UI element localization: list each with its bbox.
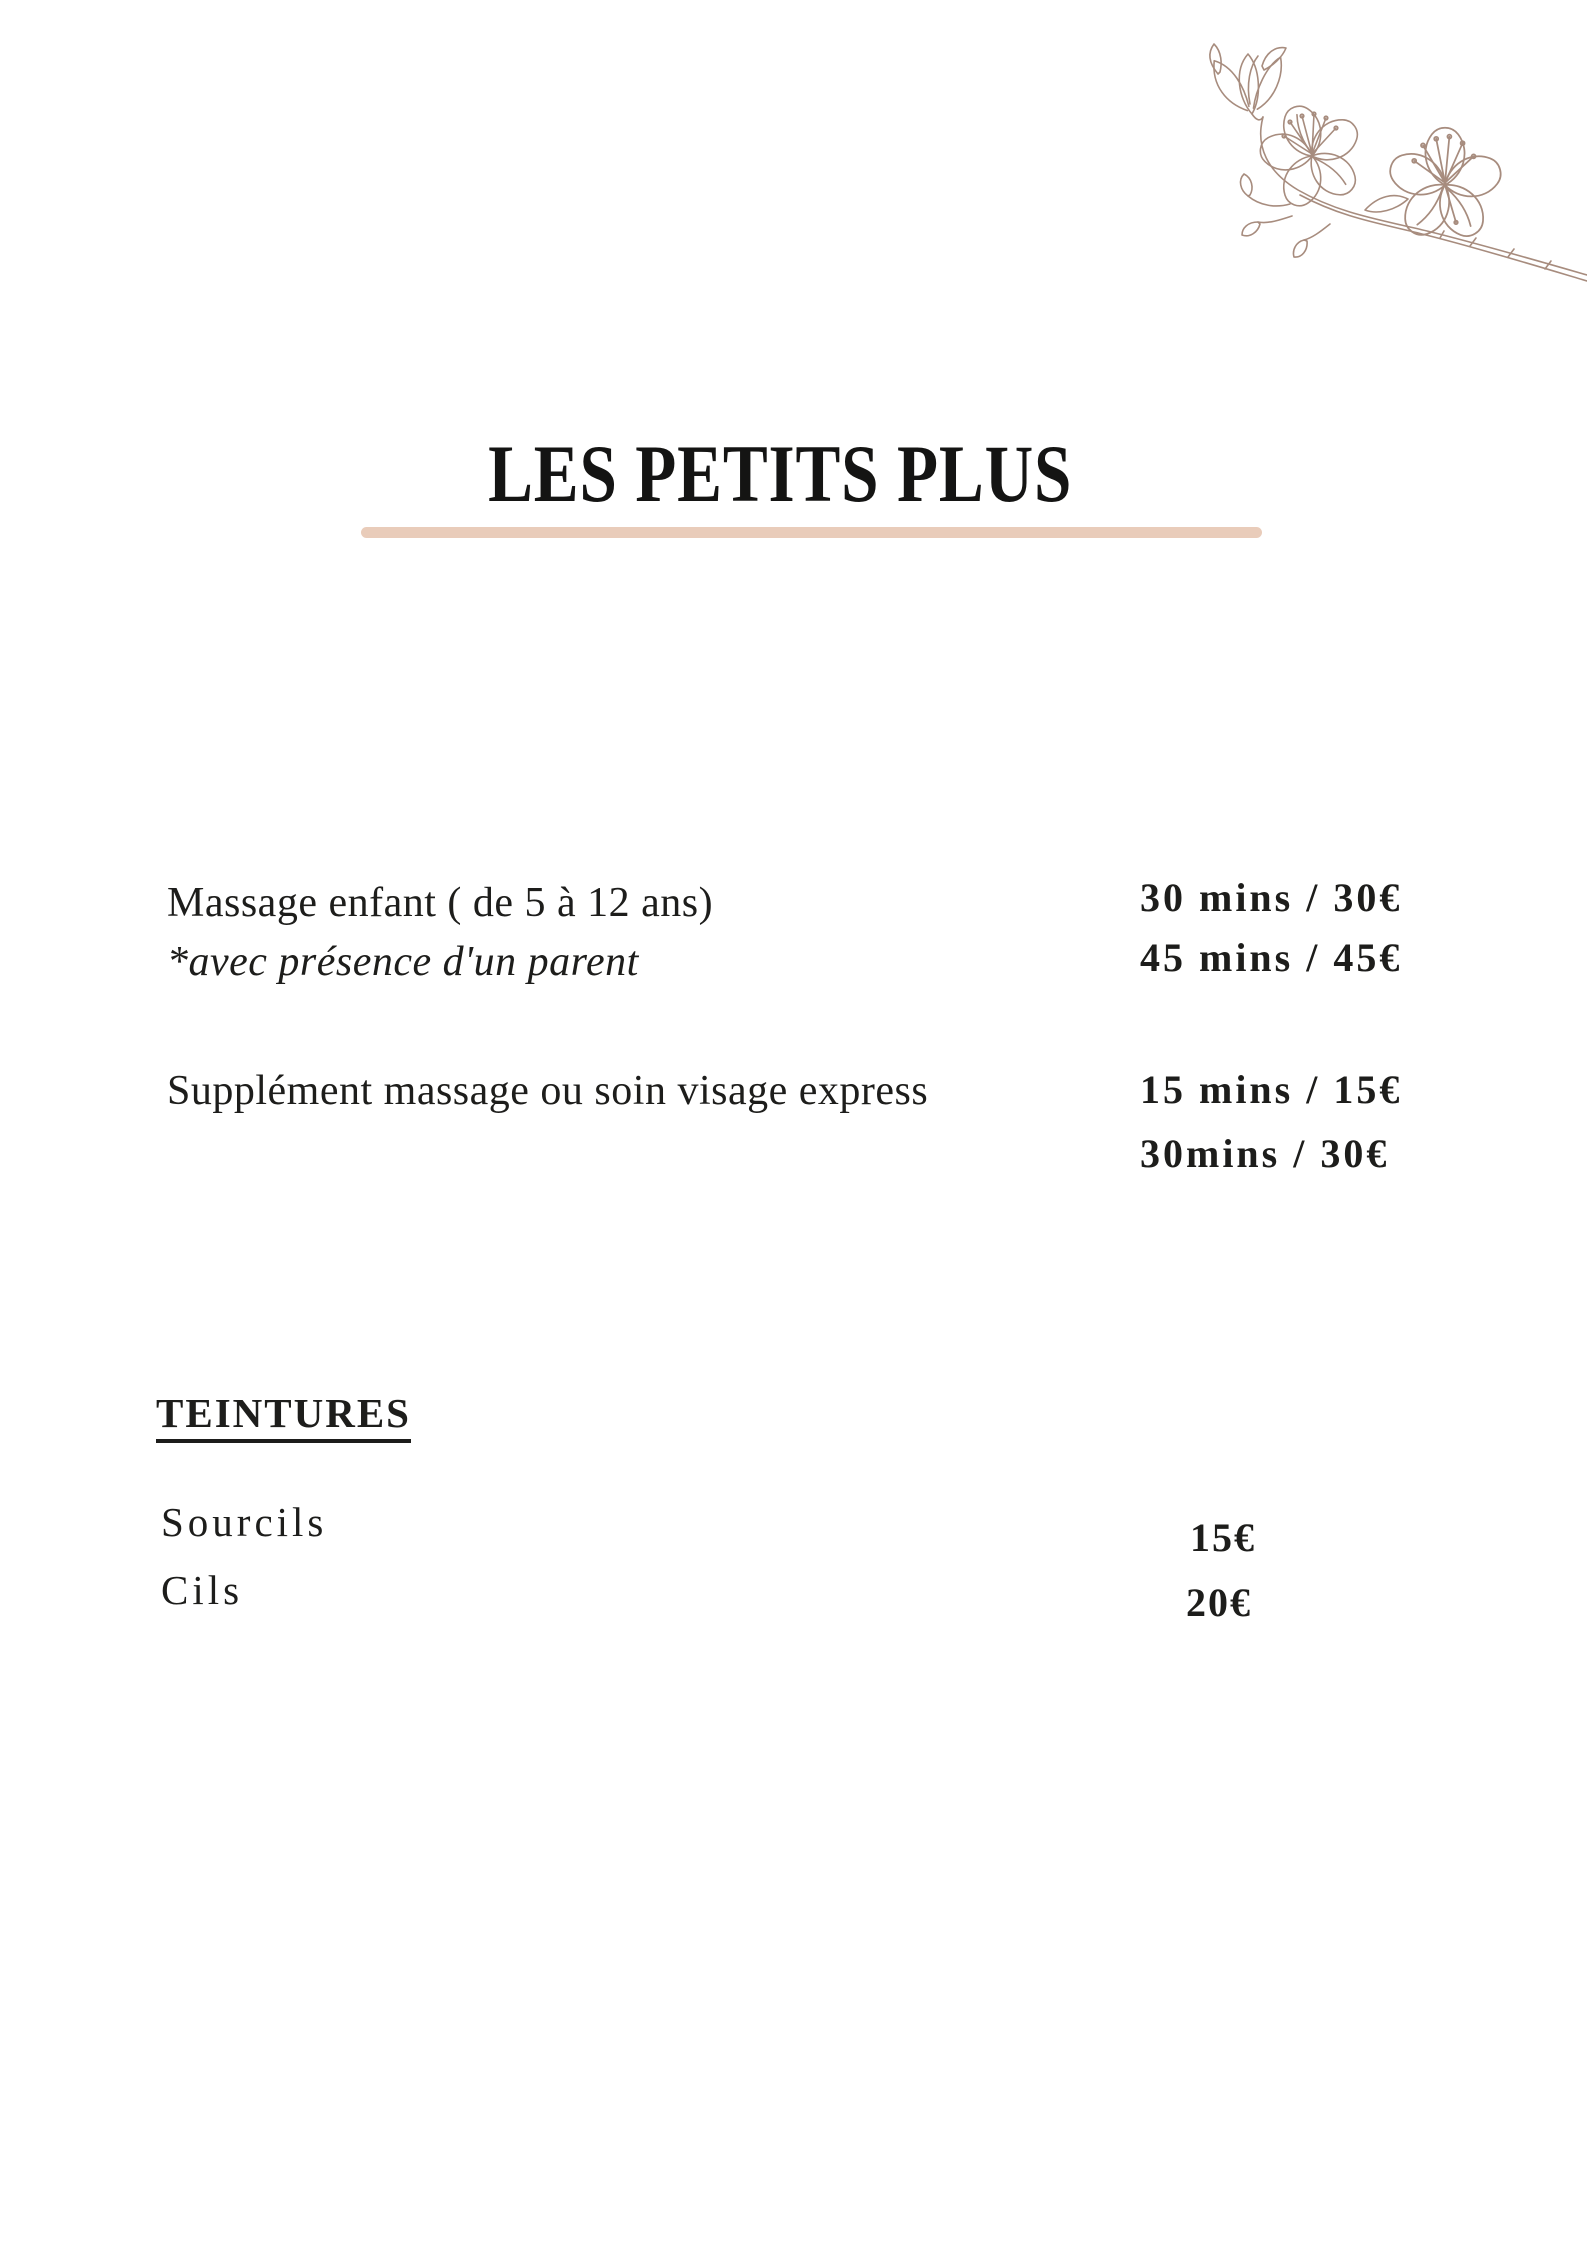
menu-item-name: Supplément massage ou soin visage express (167, 1068, 929, 1114)
row-label-sourcils: Sourcils (161, 1499, 328, 1545)
section-heading-teintures (156, 1390, 411, 1443)
section-heading-text: TEINTURES (156, 1393, 411, 1443)
menu-item-name: Massage enfant ( de 5 à 12 ans) (167, 880, 714, 926)
price-line: 15 mins / 15€ (1140, 1067, 1403, 1112)
row-price-cils: 20€ (1186, 1580, 1252, 1625)
stamens (1412, 135, 1475, 225)
price-line: 30mins / 30€ (1140, 1131, 1390, 1176)
menu-item-note: *avec présence d'un parent (167, 939, 639, 985)
page-title (0, 428, 1560, 519)
row-label-cils: Cils (161, 1567, 244, 1613)
cherry-blossom-icon (1140, 22, 1587, 292)
menu-item-supplement (167, 1062, 928, 1121)
row-price-sourcils: 15€ (1190, 1515, 1256, 1560)
menu-item-massage-enfant (167, 874, 713, 992)
page-title-text: LES PETITS PLUS (487, 428, 1073, 519)
stamens (1282, 112, 1338, 154)
title-divider (361, 527, 1262, 538)
price-line: 45 mins / 45€ (1140, 935, 1403, 980)
price-line: 30 mins / 30€ (1140, 875, 1403, 920)
menu-item-supplement-prices (1140, 1058, 1402, 1186)
menu-item-massage-enfant-prices (1140, 868, 1402, 988)
